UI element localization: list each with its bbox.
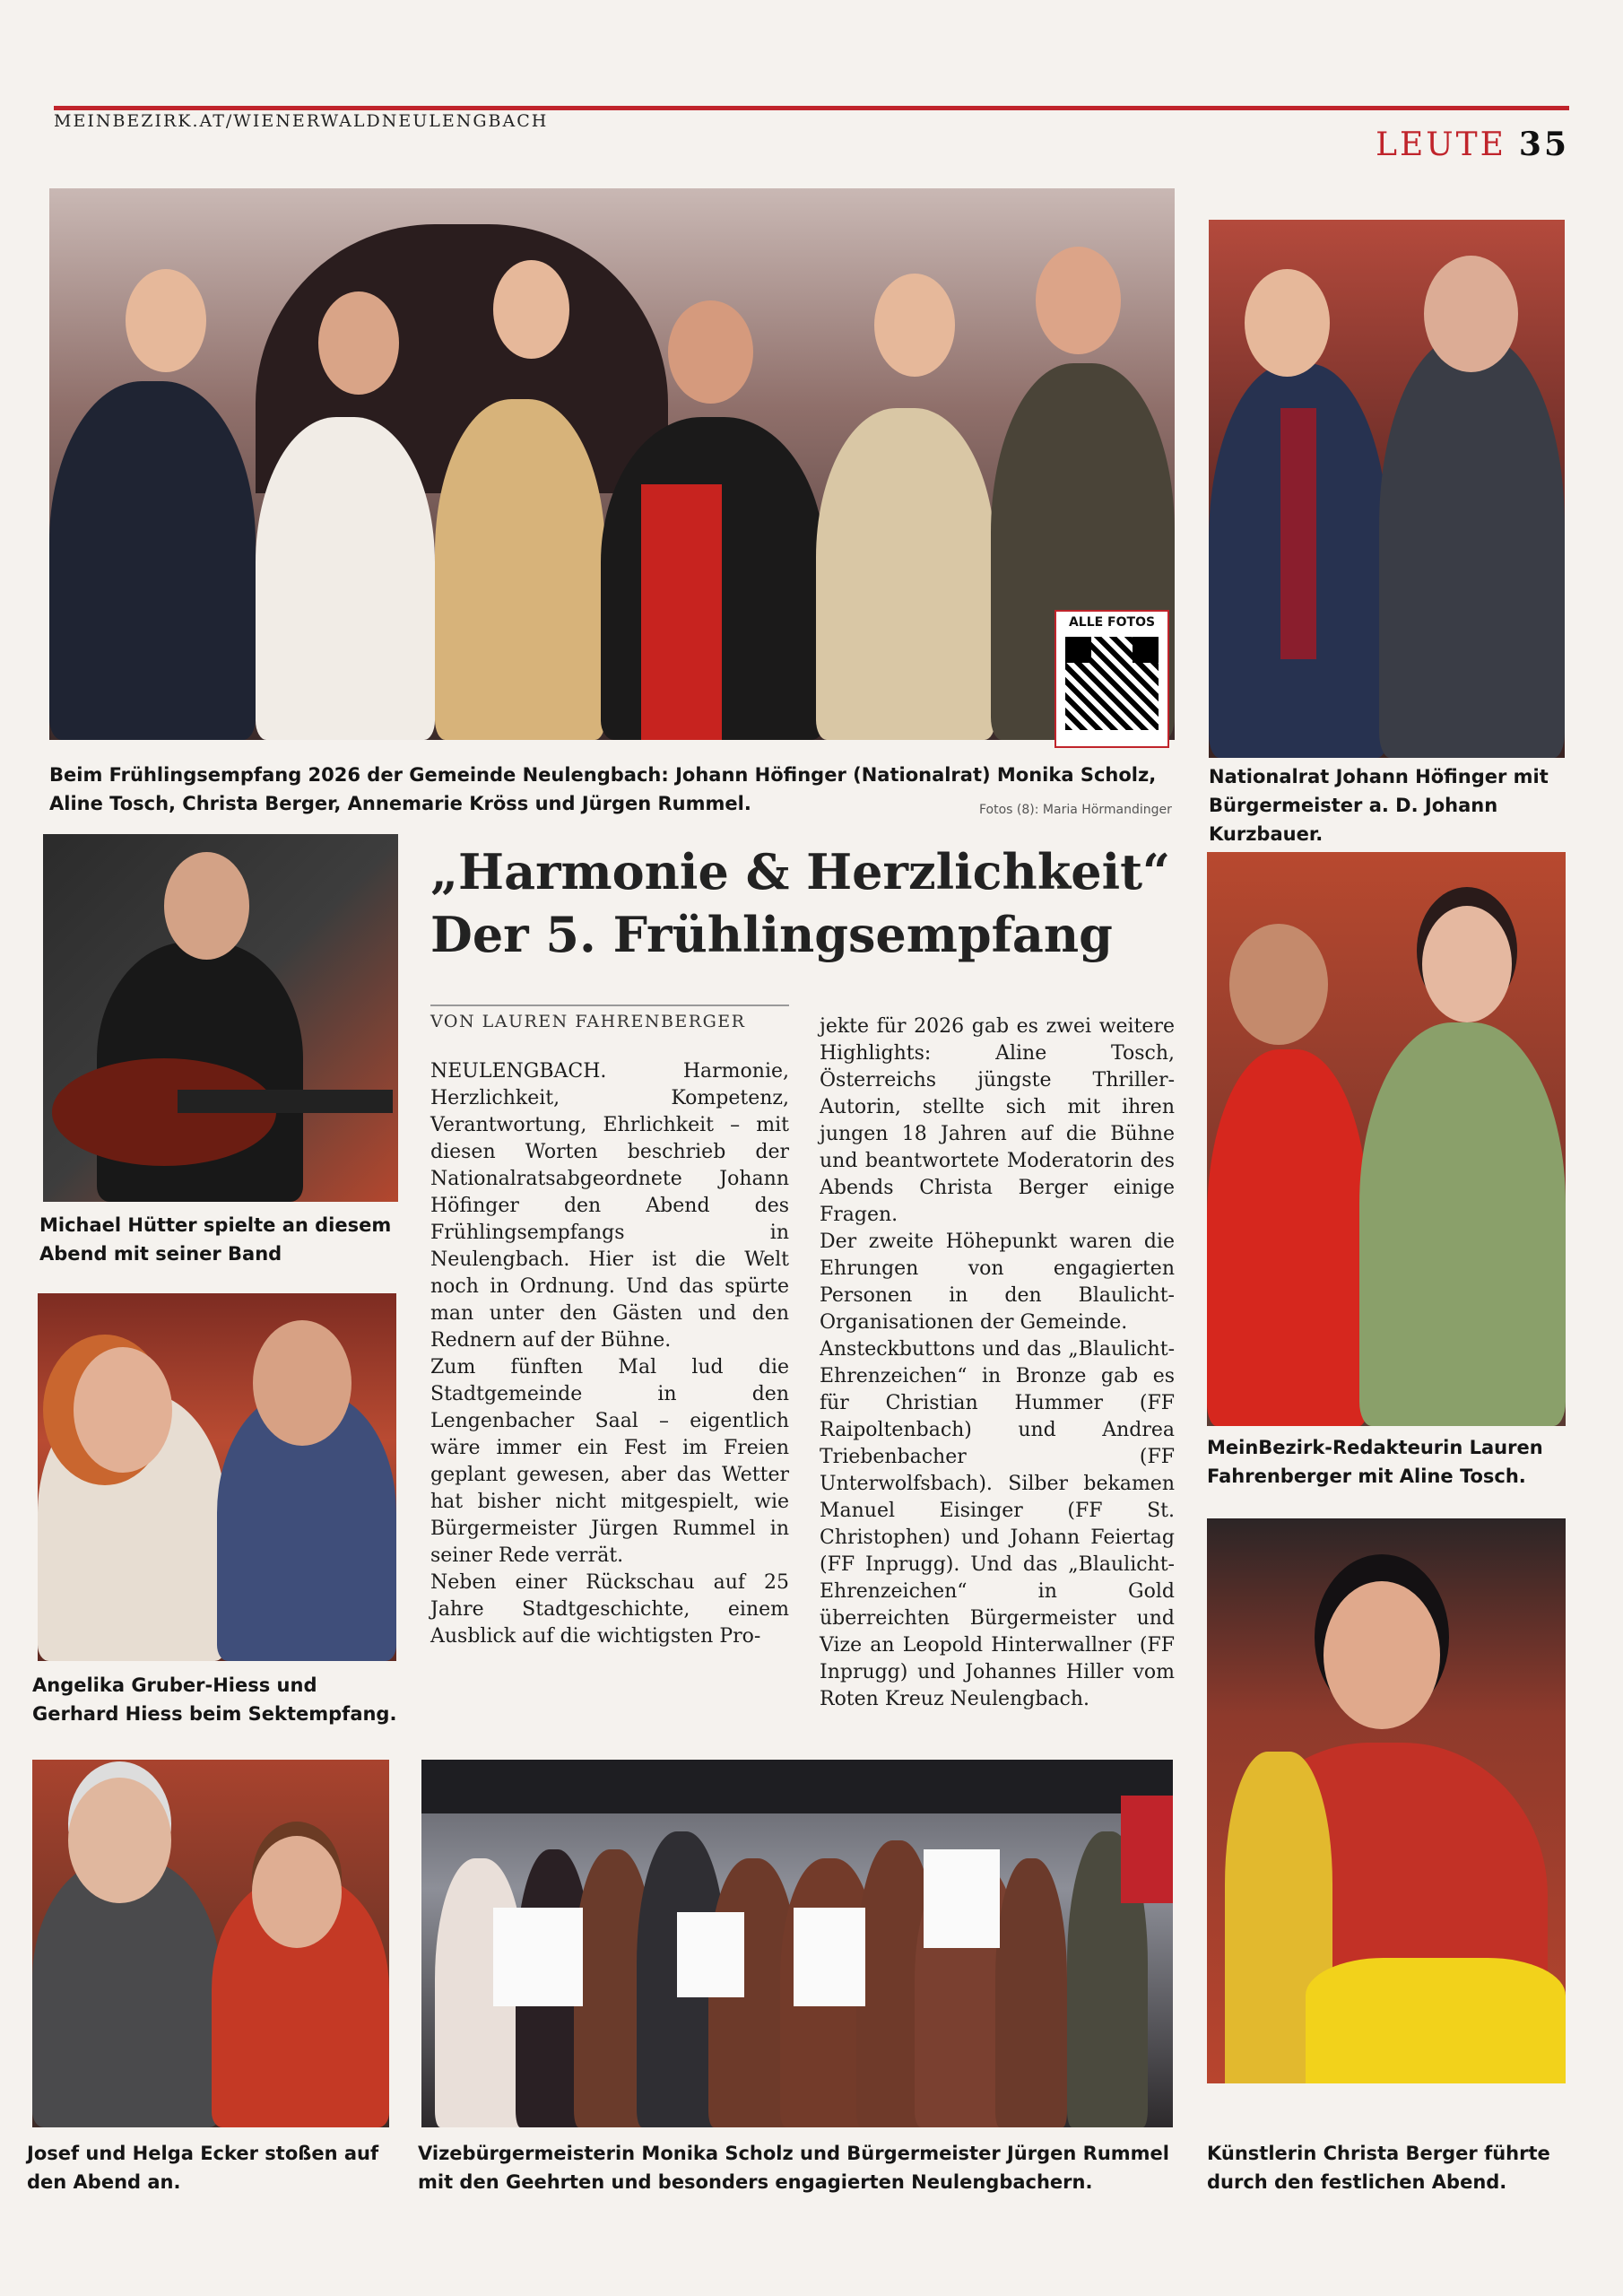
section-header: [1376, 126, 1569, 163]
guitar-caption: Michael Hütter spielte an diesem Abend mit seiner Band: [39, 1214, 392, 1265]
article-title-line1: „Harmonie & Herzlichkeit“: [430, 843, 1171, 900]
qr-code-icon: [1065, 637, 1159, 730]
award-group-photo: [421, 1760, 1173, 2127]
article-column-2: [820, 1013, 1175, 1713]
page-number: 35: [1518, 126, 1569, 163]
article-title-line2: Der 5. Frühlingsempfang: [430, 906, 1113, 963]
article-byline: VON LAUREN FAHRENBERGER: [430, 1004, 789, 1031]
main-group-photo: [49, 188, 1175, 740]
paragraph: Neben einer Rückschau auf 25 Jahre Stadtgeschichte, einem Ausblick auf die wichtigsten Pro-: [430, 1571, 789, 1648]
couple-caption: Angelika Gruber-Hiess und Gerhard Hiess beim Sektempfang.: [32, 1674, 397, 1725]
hoefinger-kurzbauer-photo: [1209, 220, 1565, 758]
header-rule: [54, 106, 1569, 110]
section-name: LEUTE: [1376, 126, 1506, 163]
kuenstlerin-photo: [1207, 1518, 1566, 2083]
paragraph: Der zweite Höhepunkt waren die Ehrungen von engagierten Personen in den Blaulicht-Organisationen der Gemeinde.: [820, 1231, 1175, 1334]
qr-label: ALLE FOTOS: [1068, 615, 1156, 630]
ecker-caption: Josef und Helga Ecker stoßen auf den Abend an.: [27, 2143, 379, 2193]
paragraph: Ansteckbuttons und das „Blaulicht-Ehrenzeichen“ in Bronze gab es für Christian Hummer (FF Raipoltenbach) und Andrea Triebenbacher (FF Unterwolfsbach). Silber bekamen Manuel Eisinger (FF St. Christophen) und Johann Feiertag (FF Inprugg). Und das „Blaulicht-Ehrenzeichen“ in Gold überreichten Bürgermeister und Vize an Leopold Hinterwallner (FF Inprugg) und Johannes Hiller vom Roten Kreuz Neulengbach.: [820, 1338, 1175, 1710]
paragraph: Zum fünften Mal lud die Stadtgemeinde in den Lengenbacher Saal – eigentlich wäre immer ein Fest im Freien geplant gewesen, aber das Wetter hat bisher nicht mitgespielt, wie Bürgermeister Jürgen Rummel in seiner Rede verrät.: [430, 1356, 789, 1567]
ecker-photo: [32, 1760, 389, 2127]
main-photo-caption: Beim Frühlingsempfang 2026 der Gemeinde Neulengbach: Johann Höfinger (Nationalrat) Monika Scholz, Aline Tosch, Christa Berger, Annemarie Kröss und Jürgen Rummel.: [49, 764, 1157, 814]
redakteurin-photo: [1207, 852, 1566, 1426]
site-url: MEINBEZIRK.AT/WIENERWALDNEULENGBACH: [54, 111, 549, 131]
group-caption: Vizebürgermeisterin Monika Scholz und Bürgermeister Jürgen Rummel mit den Geehrten und besonders engagierten Neulengbachern.: [418, 2143, 1169, 2193]
guitar-photo: [43, 834, 398, 1202]
kuenstlerin-caption: Künstlerin Christa Berger führte durch den festlichen Abend.: [1207, 2143, 1550, 2193]
alle-fotos-qr-code[interactable]: [1055, 610, 1169, 748]
paragraph: jekte für 2026 gab es zwei weitere Highlights: Aline Tosch, Österreichs jüngste Thriller-Autorin, stellte sich mit ihren jungen 18 Jahren auf die Bühne und beantwortete Moderatorin des Abends Christa Berger einige Fragen.: [820, 1015, 1175, 1226]
redakteurin-caption: MeinBezirk-Redakteurin Lauren Fahrenberger mit Aline Tosch.: [1207, 1437, 1543, 1487]
gruber-hiess-photo: [38, 1293, 396, 1661]
top-right-caption: Nationalrat Johann Höfinger mit Bürgermeister a. D. Johann Kurzbauer.: [1209, 766, 1549, 845]
article-column-1: [430, 1058, 789, 1650]
photo-credit: Fotos (8): Maria Hörmandinger: [979, 803, 1172, 817]
paragraph: NEULENGBACH. Harmonie, Herzlichkeit, Kompetenz, Verantwortung, Ehrlichkeit – mit diesen Worten beschrieb der Nationalratsabgeordnete Johann Höfinger den Abend des Frühlingsempfangs in Neulengbach. Hier ist die Welt noch in Ordnung. Und das spürte man unter den Gästen und den Rednern auf der Bühne.: [430, 1060, 789, 1352]
